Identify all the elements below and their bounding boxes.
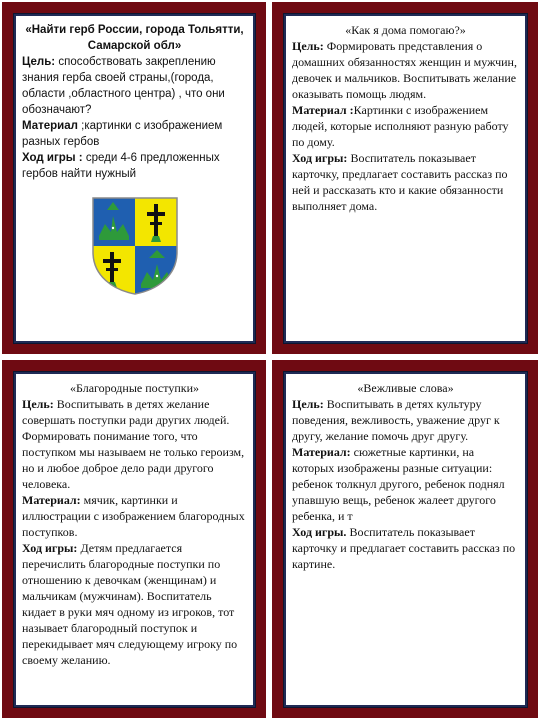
goal-label: Цель: [292, 39, 324, 53]
game-text: Детям предлагается перечислить благородные поступки по отношению к девочкам (женщинам) и мальчикам (мужчинам). Воспитатель кидает в руки мяч одному из игроков, тот называет благородный поступок и перекидывает мяч следующему игроку по своему желанию. [22, 541, 238, 667]
goal-text: способствовать закреплению знания герба своей страны,(города, области ,областного центра) , что они обозначают? [22, 56, 225, 116]
goal-label: Цель: [22, 56, 56, 68]
material-text: Картинки с изображением людей, которые исполняют разную работу по дому. [292, 103, 509, 149]
material-paragraph [292, 102, 519, 150]
game-paragraph [22, 150, 247, 182]
goal-text: Воспитывать в детях желание совершать поступки ради других людей. Формировать понимание того, что поступком мы называем не только героизм, но и любое доброе дело ради другого человека. [22, 397, 245, 491]
game-paragraph [292, 524, 519, 572]
material-paragraph [22, 492, 247, 540]
game-text: Воспитатель показывает карточку и предлагает составить рассказ по картине. [292, 525, 516, 571]
card-inner [284, 14, 527, 343]
goal-paragraph [292, 38, 519, 102]
game-text: среди 4-6 предложенных гербов найти нужный [22, 152, 220, 180]
game-label: Ход игры. [292, 525, 347, 539]
card-coat-of-arms-game [2, 2, 266, 354]
card-text [286, 374, 525, 572]
goal-label: Цель: [292, 397, 324, 411]
material-text: ;картинки с изображением разных гербов [22, 120, 223, 148]
card-title: «Как я дома помогаю?» [345, 23, 466, 37]
goal-paragraph [22, 54, 247, 118]
goal-text: Формировать представления о домашних обязанностях женщин и мужчин, девочек и мальчиков. Воспитывать желание оказывать помощь людям. [292, 39, 517, 101]
material-label: Материал: [22, 493, 81, 507]
game-label: Ход игры : [22, 152, 83, 164]
game-label: Ход игры: [292, 151, 348, 165]
goal-paragraph [22, 396, 247, 492]
card-inner [14, 14, 255, 343]
card-title: «Благородные поступки» [69, 381, 200, 395]
card-title: «Вежливые слова» [357, 381, 454, 395]
material-text: сюжетные картинки, на которых изображены разные ситуации: ребенок толкнул другого, ребенок поднял упавшую вещь, ребенок жалеет другого ребенка, и т [292, 445, 505, 523]
goal-text: Воспитывать в детях культуру поведения, вежливость, уважение друг к другу, желание помочь друг другу. [292, 397, 500, 443]
material-label: Материал : [292, 103, 354, 117]
card-inner [284, 372, 527, 707]
goal-paragraph [292, 396, 519, 444]
card-polite-words-game [272, 360, 538, 718]
card-noble-deeds-game [2, 360, 266, 718]
emblem-wrap [16, 196, 253, 301]
goal-label: Цель: [22, 397, 54, 411]
game-paragraph [292, 150, 519, 214]
material-text: мячик, картинки и иллюстрации с изображением благородных поступков. [22, 493, 245, 539]
material-paragraph [22, 118, 247, 150]
game-text: Воспитатель показывает карточку, предлагает составить рассказ по ней и рассказать кто и какие обязанности выполняет дома. [292, 151, 508, 213]
card-text [16, 374, 253, 668]
card-inner [14, 372, 255, 707]
material-label: Материал [22, 120, 78, 132]
material-paragraph [292, 444, 519, 524]
card-title: «Найти герб России, города Тольятти, Самарской обл» [25, 24, 244, 52]
card-text [286, 16, 525, 214]
material-label: Материал: [292, 445, 351, 459]
togliatti-coat-of-arms-icon [91, 196, 179, 296]
game-label: Ход игры: [22, 541, 78, 555]
game-paragraph [22, 540, 247, 668]
card-text [16, 16, 253, 182]
card-home-help-game [272, 2, 538, 354]
